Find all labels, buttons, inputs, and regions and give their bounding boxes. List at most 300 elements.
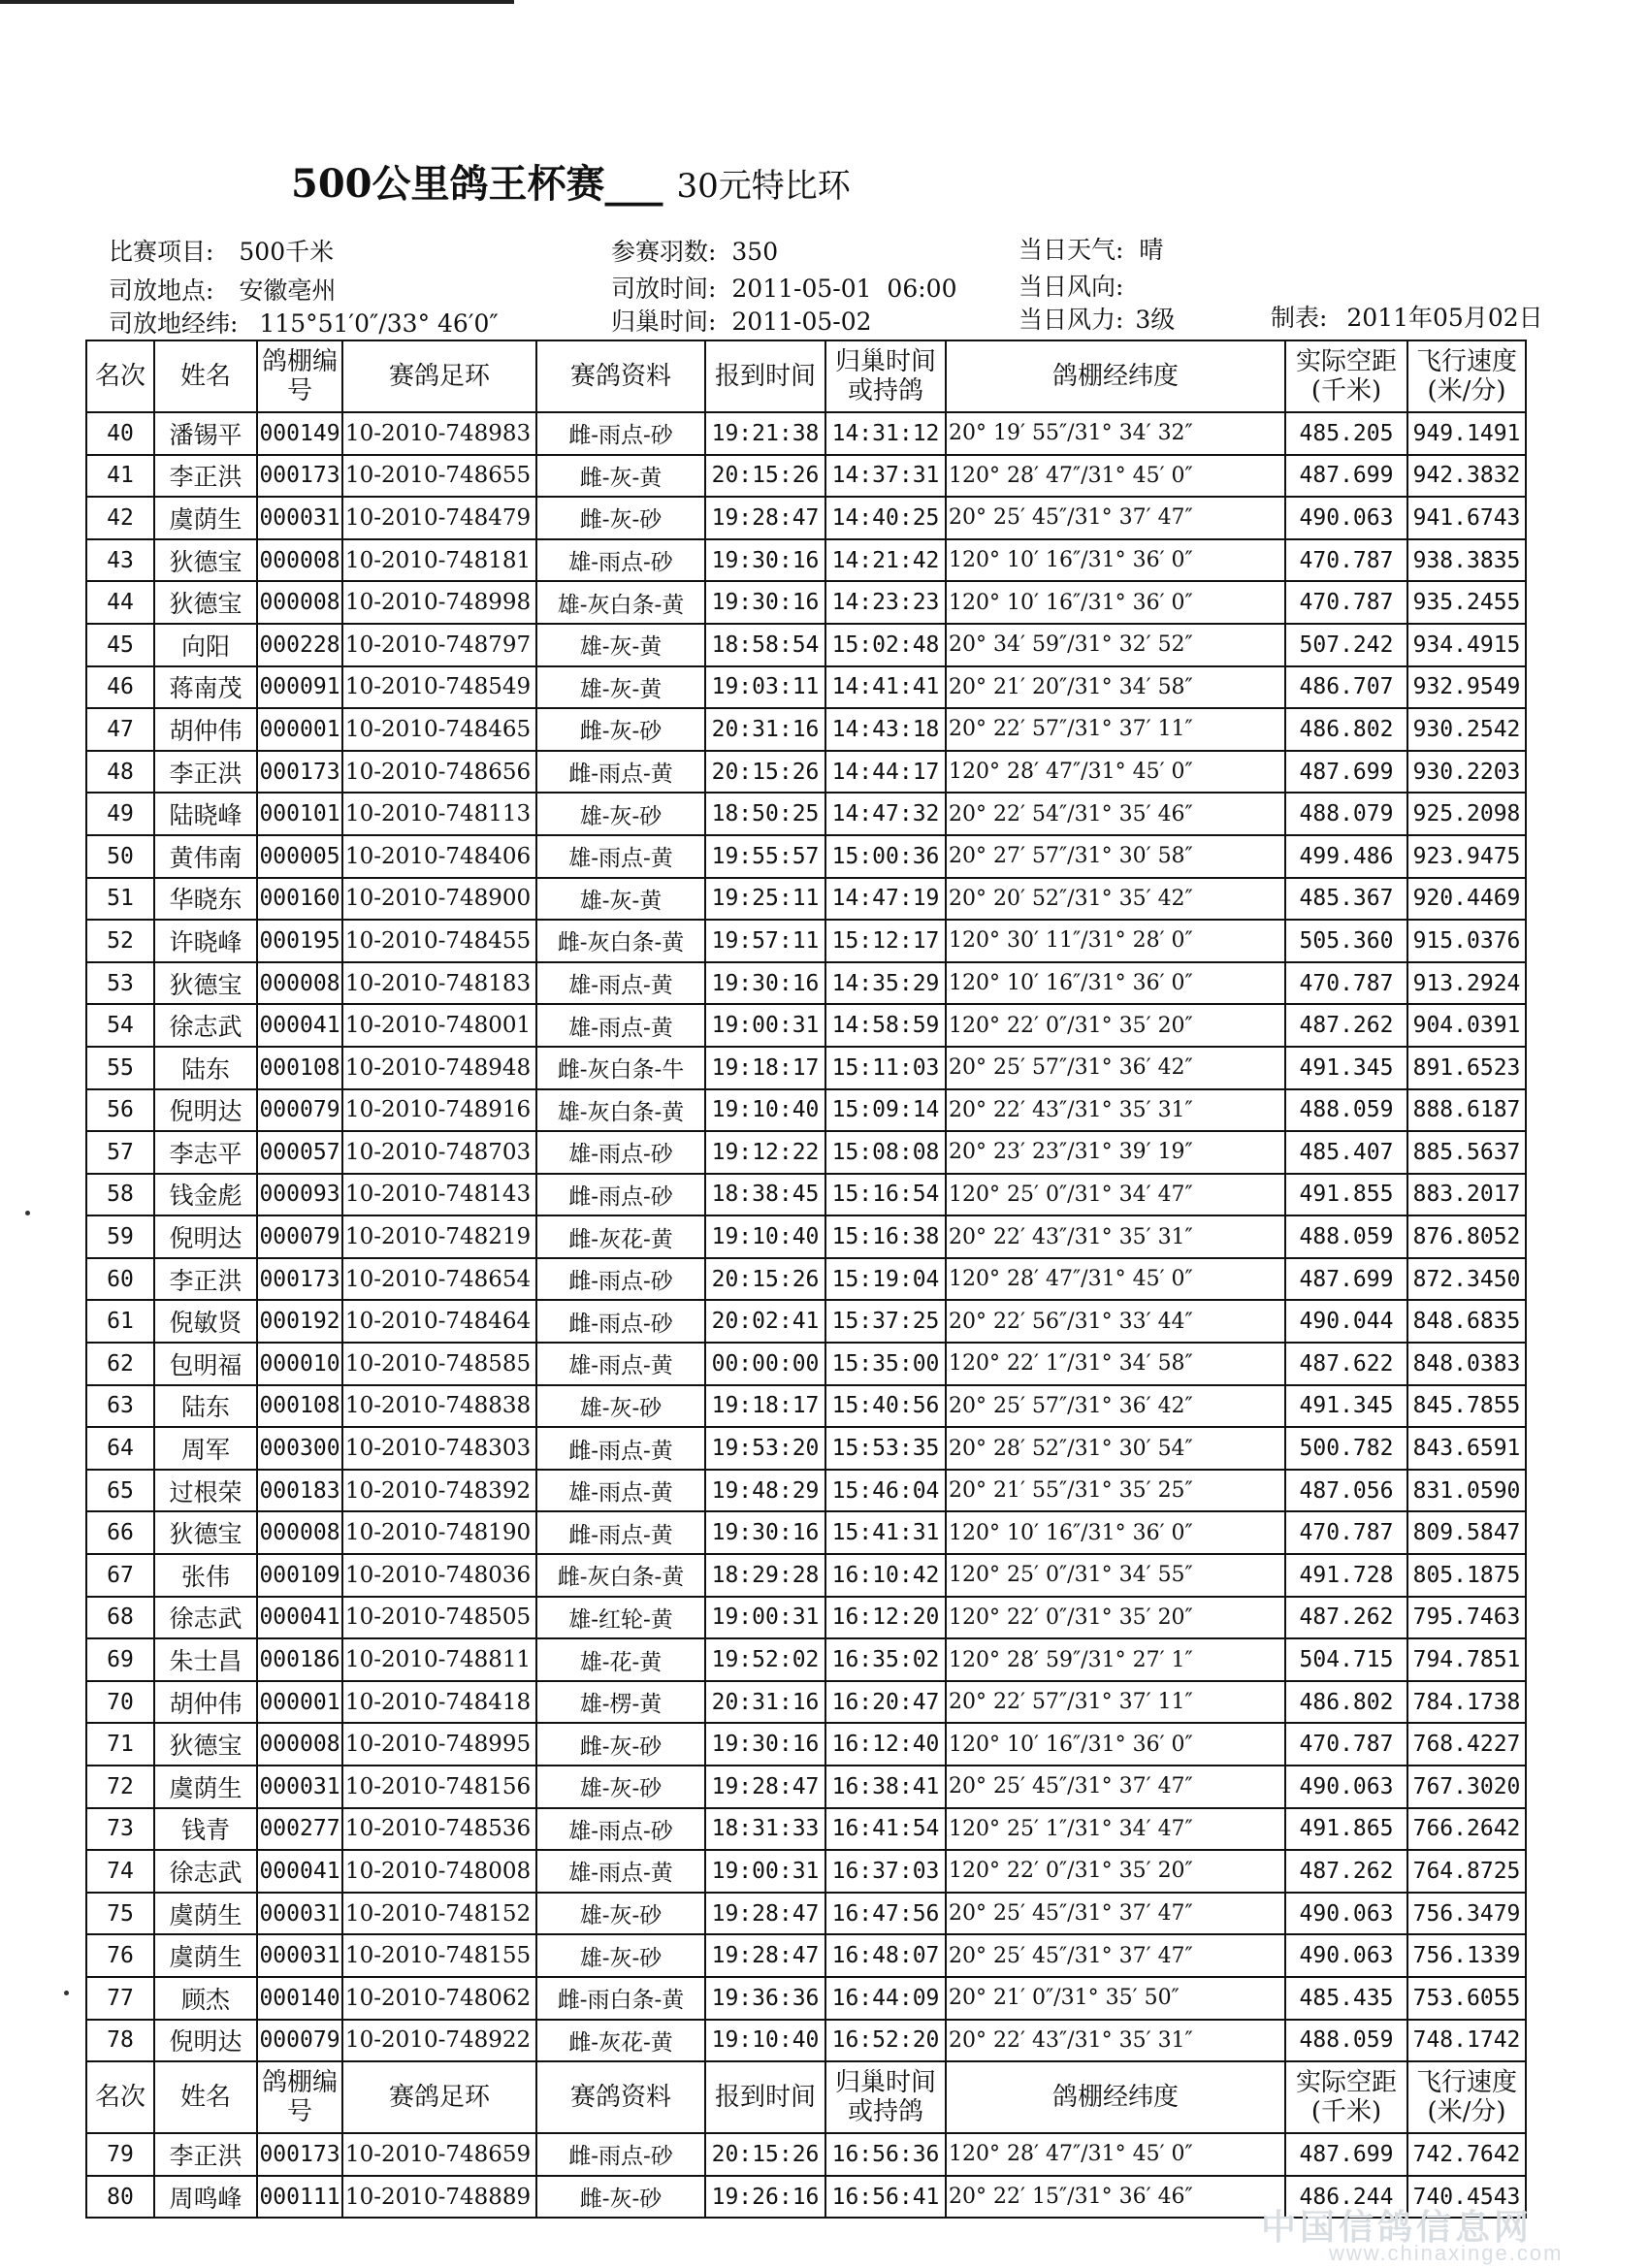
column-header: 鸽棚编号 <box>257 2061 342 2133</box>
check-in-cell: 19:00:31 <box>705 1004 825 1047</box>
loft-coords-cell: 120° 28′ 47″/31° 45′ 0″ <box>946 455 1285 498</box>
arrival-cell: 15:16:38 <box>825 1215 946 1258</box>
column-header: 鸽棚经纬度 <box>946 340 1285 412</box>
loft-id-cell: 000079 <box>257 1089 342 1132</box>
speed-cell: 942.3832 <box>1407 455 1526 498</box>
rank-cell: 44 <box>86 581 154 624</box>
rank-cell: 59 <box>86 1215 154 1258</box>
rank-cell: 49 <box>86 793 154 835</box>
loft-id-cell: 000173 <box>257 2133 342 2176</box>
loft-coords-cell: 20° 28′ 52″/31° 30′ 54″ <box>946 1427 1285 1470</box>
table-row <box>86 1004 1526 1047</box>
arrival-cell: 14:31:12 <box>825 412 946 455</box>
check-in-cell: 19:28:47 <box>705 1893 825 1935</box>
arrival-cell: 14:23:23 <box>825 581 946 624</box>
distance-cell: 491.855 <box>1285 1174 1407 1216</box>
scan-dot <box>64 1991 69 1995</box>
speed-cell: 795.7463 <box>1407 1597 1526 1639</box>
race-title-text: 500公里鸽王杯赛 <box>291 161 605 207</box>
distance-cell: 470.787 <box>1285 581 1407 624</box>
loft-coords-cell: 20° 21′ 0″/31° 35′ 50″ <box>946 1977 1285 2020</box>
check-in-cell: 20:15:26 <box>705 1258 825 1301</box>
column-header: 赛鸽足环 <box>342 2061 536 2133</box>
name-cell: 狄德宝 <box>154 1723 257 1766</box>
release-time-label: 司放时间: <box>611 275 717 303</box>
check-in-cell: 18:38:45 <box>705 1174 825 1216</box>
speed-cell: 941.6743 <box>1407 497 1526 539</box>
loft-coords-cell: 20° 20′ 52″/31° 35′ 42″ <box>946 878 1285 921</box>
loft-id-cell: 000277 <box>257 1808 342 1851</box>
loft-id-cell: 000031 <box>257 1766 342 1808</box>
table-row <box>86 793 1526 835</box>
arrival-cell: 15:12:17 <box>825 920 946 962</box>
distance-cell: 490.044 <box>1285 1300 1407 1343</box>
loft-coords-cell: 20° 25′ 57″/31° 36′ 42″ <box>946 1385 1285 1428</box>
arrival-cell: 15:00:36 <box>825 835 946 878</box>
check-in-cell: 18:31:33 <box>705 1808 825 1851</box>
ring-cell: 10-2010-748181 <box>342 539 536 582</box>
ring-cell: 10-2010-748797 <box>342 624 536 666</box>
release-coords-line <box>109 305 499 340</box>
scan-edge-line <box>0 0 514 4</box>
loft-coords-cell: 20° 21′ 20″/31° 34′ 58″ <box>946 666 1285 709</box>
check-in-cell: 19:28:47 <box>705 1766 825 1808</box>
weather-value: 晴 <box>1139 236 1164 264</box>
check-in-cell: 19:21:38 <box>705 412 825 455</box>
check-in-cell: 19:30:16 <box>705 539 825 582</box>
name-cell: 许晓峰 <box>154 920 257 962</box>
rank-cell: 56 <box>86 1089 154 1132</box>
column-header: 名次 <box>86 2061 154 2133</box>
table-row <box>86 878 1526 921</box>
weather-line <box>1018 231 1163 266</box>
speed-cell: 913.2924 <box>1407 962 1526 1005</box>
arrival-cell: 15:09:14 <box>825 1089 946 1132</box>
ring-cell: 10-2010-748219 <box>342 1215 536 1258</box>
ring-cell: 10-2010-748479 <box>342 497 536 539</box>
speed-cell: 756.3479 <box>1407 1893 1526 1935</box>
column-header: 归巢时间或持鸽 <box>825 340 946 412</box>
loft-coords-cell: 120° 22′ 0″/31° 35′ 20″ <box>946 1597 1285 1639</box>
table-row <box>86 751 1526 794</box>
release-time-value: 2011-05-01 06:00 <box>731 275 957 303</box>
table-header-row <box>86 2061 1526 2133</box>
loft-coords-cell: 120° 28′ 47″/31° 45′ 0″ <box>946 751 1285 794</box>
table-row <box>86 1681 1526 1724</box>
distance-cell: 486.244 <box>1285 2176 1407 2219</box>
table-row <box>86 1047 1526 1089</box>
arrival-cell: 16:56:41 <box>825 2176 946 2219</box>
arrival-cell: 16:35:02 <box>825 1638 946 1681</box>
speed-cell: 831.0590 <box>1407 1470 1526 1512</box>
table-row <box>86 920 1526 962</box>
table-row <box>86 455 1526 498</box>
loft-id-cell: 000228 <box>257 624 342 666</box>
table-row <box>86 1893 1526 1935</box>
loft-coords-cell: 120° 22′ 0″/31° 35′ 20″ <box>946 1004 1285 1047</box>
table-row <box>86 1850 1526 1893</box>
loft-coords-cell: 120° 22′ 1″/31° 34′ 58″ <box>946 1343 1285 1385</box>
ring-cell: 10-2010-748001 <box>342 1004 536 1047</box>
ring-cell: 10-2010-748838 <box>342 1385 536 1428</box>
check-in-cell: 19:52:02 <box>705 1638 825 1681</box>
speed-cell: 885.5637 <box>1407 1131 1526 1174</box>
loft-coords-cell: 120° 28′ 47″/31° 45′ 0″ <box>946 2133 1285 2176</box>
speed-cell: 872.3450 <box>1407 1258 1526 1301</box>
rank-cell: 70 <box>86 1681 154 1724</box>
bird-info-cell: 雄-灰-砂 <box>536 1766 705 1808</box>
rank-cell: 41 <box>86 455 154 498</box>
distance-cell: 487.622 <box>1285 1343 1407 1385</box>
distance-cell: 486.802 <box>1285 708 1407 751</box>
name-cell: 包明福 <box>154 1343 257 1385</box>
column-header: 报到时间 <box>705 340 825 412</box>
loft-id-cell: 000173 <box>257 751 342 794</box>
distance-cell: 507.242 <box>1285 624 1407 666</box>
made-date-value: 2011年05月02日 <box>1346 304 1543 332</box>
name-cell: 徐志武 <box>154 1597 257 1639</box>
distance-cell: 485.367 <box>1285 878 1407 921</box>
table-header-row <box>86 340 1526 412</box>
rank-cell: 42 <box>86 497 154 539</box>
arrival-cell: 15:37:25 <box>825 1300 946 1343</box>
rank-cell: 68 <box>86 1597 154 1639</box>
ring-cell: 10-2010-748036 <box>342 1554 536 1597</box>
loft-id-cell: 000173 <box>257 1258 342 1301</box>
speed-cell: 883.2017 <box>1407 1174 1526 1216</box>
bird-info-cell: 雌-雨点-砂 <box>536 1174 705 1216</box>
distance-cell: 487.056 <box>1285 1470 1407 1512</box>
distance-cell: 499.486 <box>1285 835 1407 878</box>
table-row <box>86 1723 1526 1766</box>
speed-cell: 915.0376 <box>1407 920 1526 962</box>
bird-info-cell: 雄-灰-砂 <box>536 793 705 835</box>
check-in-cell: 19:00:31 <box>705 1850 825 1893</box>
column-header: 鸽棚经纬度 <box>946 2061 1285 2133</box>
loft-id-cell: 000109 <box>257 1554 342 1597</box>
speed-cell: 930.2542 <box>1407 708 1526 751</box>
loft-coords-cell: 20° 25′ 45″/31° 37′ 47″ <box>946 1934 1285 1977</box>
ring-cell: 10-2010-748392 <box>342 1470 536 1512</box>
column-header: 飞行速度(米/分) <box>1407 2061 1526 2133</box>
speed-cell: 888.6187 <box>1407 1089 1526 1132</box>
loft-coords-cell: 20° 25′ 45″/31° 37′ 47″ <box>946 1766 1285 1808</box>
bird-info-cell: 雌-灰-黄 <box>536 455 705 498</box>
loft-coords-cell: 20° 21′ 55″/31° 35′ 25″ <box>946 1470 1285 1512</box>
check-in-cell: 19:30:16 <box>705 1511 825 1554</box>
ring-cell: 10-2010-748585 <box>342 1343 536 1385</box>
ring-cell: 10-2010-748156 <box>342 1766 536 1808</box>
table-row <box>86 1470 1526 1512</box>
arrival-cell: 16:41:54 <box>825 1808 946 1851</box>
check-in-cell: 19:26:16 <box>705 2176 825 2219</box>
loft-id-cell: 000186 <box>257 1638 342 1681</box>
race-title <box>291 153 851 209</box>
rank-cell: 64 <box>86 1427 154 1470</box>
check-in-cell: 19:30:16 <box>705 1723 825 1766</box>
rank-cell: 47 <box>86 708 154 751</box>
ring-cell: 10-2010-748995 <box>342 1723 536 1766</box>
arrival-cell: 16:52:20 <box>825 2020 946 2062</box>
table-row <box>86 412 1526 455</box>
speed-cell: 891.6523 <box>1407 1047 1526 1089</box>
name-cell: 倪明达 <box>154 2020 257 2062</box>
rank-cell: 65 <box>86 1470 154 1512</box>
speed-cell: 768.4227 <box>1407 1723 1526 1766</box>
check-in-cell: 19:36:36 <box>705 1977 825 2020</box>
name-cell: 虞荫生 <box>154 497 257 539</box>
rank-cell: 80 <box>86 2176 154 2219</box>
column-header: 赛鸽资料 <box>536 2061 705 2133</box>
distance-cell: 487.699 <box>1285 2133 1407 2176</box>
rank-cell: 43 <box>86 539 154 582</box>
wind-power-line <box>1018 301 1175 336</box>
ring-cell: 10-2010-748155 <box>342 1934 536 1977</box>
bird-info-cell: 雄-雨点-黄 <box>536 1004 705 1047</box>
rank-cell: 78 <box>86 2020 154 2062</box>
bird-info-cell: 雄-雨点-黄 <box>536 835 705 878</box>
rank-cell: 79 <box>86 2133 154 2176</box>
arrival-cell: 16:44:09 <box>825 1977 946 2020</box>
bird-info-cell: 雌-灰花-黄 <box>536 2020 705 2062</box>
distance-cell: 487.262 <box>1285 1004 1407 1047</box>
ring-cell: 10-2010-748465 <box>342 708 536 751</box>
rank-cell: 76 <box>86 1934 154 1977</box>
arrival-cell: 14:44:17 <box>825 751 946 794</box>
name-cell: 胡仲伟 <box>154 708 257 751</box>
table-row <box>86 1977 1526 2020</box>
bird-info-cell: 雌-雨点-砂 <box>536 1300 705 1343</box>
speed-cell: 845.7855 <box>1407 1385 1526 1428</box>
distance-cell: 470.787 <box>1285 1723 1407 1766</box>
ring-cell: 10-2010-748303 <box>342 1427 536 1470</box>
arrival-cell: 16:37:03 <box>825 1850 946 1893</box>
table-row <box>86 835 1526 878</box>
name-cell: 徐志武 <box>154 1004 257 1047</box>
table-row <box>86 2020 1526 2062</box>
ring-cell: 10-2010-748655 <box>342 455 536 498</box>
arrival-cell: 16:48:07 <box>825 1934 946 1977</box>
bird-info-cell: 雄-灰-黄 <box>536 878 705 921</box>
table-row <box>86 1131 1526 1174</box>
check-in-cell: 20:02:41 <box>705 1300 825 1343</box>
loft-coords-cell: 20° 22′ 57″/31° 37′ 11″ <box>946 1681 1285 1724</box>
wind-direction-line <box>1018 268 1123 303</box>
speed-cell: 809.5847 <box>1407 1511 1526 1554</box>
bird-info-cell: 雌-雨点-黄 <box>536 1427 705 1470</box>
bird-info-cell: 雌-雨点-黄 <box>536 751 705 794</box>
title-underline: ___ <box>604 161 663 207</box>
distance-cell: 485.407 <box>1285 1131 1407 1174</box>
arrival-cell: 14:35:29 <box>825 962 946 1005</box>
speed-cell: 843.6591 <box>1407 1427 1526 1470</box>
distance-cell: 491.728 <box>1285 1554 1407 1597</box>
rank-cell: 51 <box>86 878 154 921</box>
ring-cell: 10-2010-748889 <box>342 2176 536 2219</box>
table-row <box>86 962 1526 1005</box>
loft-coords-cell: 20° 25′ 57″/31° 36′ 42″ <box>946 1047 1285 1089</box>
loft-coords-cell: 120° 25′ 0″/31° 34′ 47″ <box>946 1174 1285 1216</box>
loft-coords-cell: 20° 22′ 54″/31° 35′ 46″ <box>946 793 1285 835</box>
name-cell: 李正洪 <box>154 455 257 498</box>
ring-cell: 10-2010-748659 <box>342 2133 536 2176</box>
ring-cell: 10-2010-748998 <box>342 581 536 624</box>
speed-cell: 756.1339 <box>1407 1934 1526 1977</box>
arrival-cell: 16:10:42 <box>825 1554 946 1597</box>
arrival-cell: 15:40:56 <box>825 1385 946 1428</box>
check-in-cell: 19:30:16 <box>705 581 825 624</box>
rank-cell: 53 <box>86 962 154 1005</box>
bird-info-cell: 雄-雨点-黄 <box>536 1850 705 1893</box>
ring-cell: 10-2010-748703 <box>342 1131 536 1174</box>
ring-cell: 10-2010-748008 <box>342 1850 536 1893</box>
name-cell: 钱金彪 <box>154 1174 257 1216</box>
table-row <box>86 1638 1526 1681</box>
distance-cell: 490.063 <box>1285 1766 1407 1808</box>
rank-cell: 54 <box>86 1004 154 1047</box>
ring-cell: 10-2010-748811 <box>342 1638 536 1681</box>
name-cell: 李正洪 <box>154 1258 257 1301</box>
loft-id-cell: 000008 <box>257 1723 342 1766</box>
speed-cell: 934.4915 <box>1407 624 1526 666</box>
loft-id-cell: 000041 <box>257 1597 342 1639</box>
bird-info-cell: 雄-雨点-黄 <box>536 962 705 1005</box>
speed-cell: 848.6835 <box>1407 1300 1526 1343</box>
check-in-cell: 19:48:29 <box>705 1470 825 1512</box>
bird-info-cell: 雄-楞-黄 <box>536 1681 705 1724</box>
arrival-cell: 15:19:04 <box>825 1258 946 1301</box>
name-cell: 陆东 <box>154 1385 257 1428</box>
distance-cell: 470.787 <box>1285 962 1407 1005</box>
loft-id-cell: 000300 <box>257 1427 342 1470</box>
name-cell: 钱青 <box>154 1808 257 1851</box>
loft-id-cell: 000031 <box>257 1893 342 1935</box>
loft-id-cell: 000108 <box>257 1047 342 1089</box>
loft-coords-cell: 120° 10′ 16″/31° 36′ 0″ <box>946 539 1285 582</box>
scan-dot <box>25 1211 30 1215</box>
bird-info-cell: 雌-灰白条-黄 <box>536 920 705 962</box>
speed-cell: 923.9475 <box>1407 835 1526 878</box>
speed-cell: 935.2455 <box>1407 581 1526 624</box>
table-row <box>86 539 1526 582</box>
distance-cell: 490.063 <box>1285 1934 1407 1977</box>
loft-id-cell: 000140 <box>257 1977 342 2020</box>
rank-cell: 55 <box>86 1047 154 1089</box>
name-cell: 过根荣 <box>154 1470 257 1512</box>
arrival-cell: 15:11:03 <box>825 1047 946 1089</box>
bird-info-cell: 雄-灰白条-黄 <box>536 581 705 624</box>
distance-cell: 487.699 <box>1285 751 1407 794</box>
distance-cell: 490.063 <box>1285 497 1407 539</box>
loft-id-cell: 000008 <box>257 962 342 1005</box>
loft-coords-cell: 20° 22′ 57″/31° 37′ 11″ <box>946 708 1285 751</box>
ring-cell: 10-2010-748549 <box>342 666 536 709</box>
speed-cell: 805.1875 <box>1407 1554 1526 1597</box>
loft-coords-cell: 20° 22′ 43″/31° 35′ 31″ <box>946 2020 1285 2062</box>
loft-coords-cell: 20° 25′ 45″/31° 37′ 47″ <box>946 497 1285 539</box>
distance-cell: 500.782 <box>1285 1427 1407 1470</box>
name-cell: 李正洪 <box>154 2133 257 2176</box>
speed-cell: 949.1491 <box>1407 412 1526 455</box>
release-coords-value: 115°51′0″/33° 46′0″ <box>259 309 499 338</box>
name-cell: 狄德宝 <box>154 539 257 582</box>
bird-info-cell: 雄-雨点-黄 <box>536 1470 705 1512</box>
speed-cell: 748.1742 <box>1407 2020 1526 2062</box>
bird-info-cell: 雄-雨点-砂 <box>536 1808 705 1851</box>
ring-cell: 10-2010-748190 <box>342 1511 536 1554</box>
check-in-cell: 19:30:16 <box>705 962 825 1005</box>
loft-id-cell: 000031 <box>257 497 342 539</box>
bird-info-cell: 雌-灰白条-黄 <box>536 1554 705 1597</box>
rank-cell: 63 <box>86 1385 154 1428</box>
ring-cell: 10-2010-748900 <box>342 878 536 921</box>
distance-cell: 487.262 <box>1285 1597 1407 1639</box>
speed-cell: 904.0391 <box>1407 1004 1526 1047</box>
rank-cell: 71 <box>86 1723 154 1766</box>
check-in-cell: 19:53:20 <box>705 1427 825 1470</box>
rank-cell: 73 <box>86 1808 154 1851</box>
table-row <box>86 1385 1526 1428</box>
name-cell: 倪明达 <box>154 1215 257 1258</box>
arrival-cell: 16:20:47 <box>825 1681 946 1724</box>
loft-coords-cell: 120° 10′ 16″/31° 36′ 0″ <box>946 581 1285 624</box>
check-in-cell: 20:31:16 <box>705 1681 825 1724</box>
check-in-cell: 19:25:11 <box>705 878 825 921</box>
speed-cell: 784.1738 <box>1407 1681 1526 1724</box>
table-row <box>86 1766 1526 1808</box>
check-in-cell: 20:15:26 <box>705 455 825 498</box>
arrival-cell: 15:35:00 <box>825 1343 946 1385</box>
distance-cell: 486.802 <box>1285 1681 1407 1724</box>
arrival-cell: 15:53:35 <box>825 1427 946 1470</box>
name-cell: 周军 <box>154 1427 257 1470</box>
name-cell: 黄伟南 <box>154 835 257 878</box>
entries-label: 参赛羽数: <box>611 238 717 266</box>
site-watermark: 中国信鸽信息网 <box>1261 2207 1534 2247</box>
loft-id-cell: 000031 <box>257 1934 342 1977</box>
loft-id-cell: 000057 <box>257 1131 342 1174</box>
column-header: 报到时间 <box>705 2061 825 2133</box>
arrival-cell: 14:47:32 <box>825 793 946 835</box>
name-cell: 周鸣峰 <box>154 2176 257 2219</box>
check-in-cell: 19:12:22 <box>705 1131 825 1174</box>
name-cell: 华晓东 <box>154 878 257 921</box>
table-row <box>86 1511 1526 1554</box>
speed-cell: 742.7642 <box>1407 2133 1526 2176</box>
loft-id-cell: 000041 <box>257 1004 342 1047</box>
arrival-cell: 15:41:31 <box>825 1511 946 1554</box>
check-in-cell: 20:15:26 <box>705 751 825 794</box>
name-cell: 徐志武 <box>154 1850 257 1893</box>
table-row <box>86 581 1526 624</box>
name-cell: 虞荫生 <box>154 1766 257 1808</box>
bird-info-cell: 雌-灰-砂 <box>536 708 705 751</box>
column-header: 赛鸽资料 <box>536 340 705 412</box>
speed-cell: 753.6055 <box>1407 1977 1526 2020</box>
loft-coords-cell: 20° 22′ 15″/31° 36′ 46″ <box>946 2176 1285 2219</box>
name-cell: 张伟 <box>154 1554 257 1597</box>
speed-cell: 767.3020 <box>1407 1766 1526 1808</box>
site-watermark-url: www.chinaxinge.com <box>1329 2241 1564 2265</box>
entries-line <box>611 233 778 268</box>
speed-cell: 764.8725 <box>1407 1850 1526 1893</box>
distance-cell: 488.079 <box>1285 793 1407 835</box>
name-cell: 向阳 <box>154 624 257 666</box>
loft-id-cell: 000010 <box>257 1343 342 1385</box>
table-row <box>86 1089 1526 1132</box>
wind-power-label: 当日风力: <box>1018 306 1124 334</box>
loft-id-cell: 000001 <box>257 1681 342 1724</box>
